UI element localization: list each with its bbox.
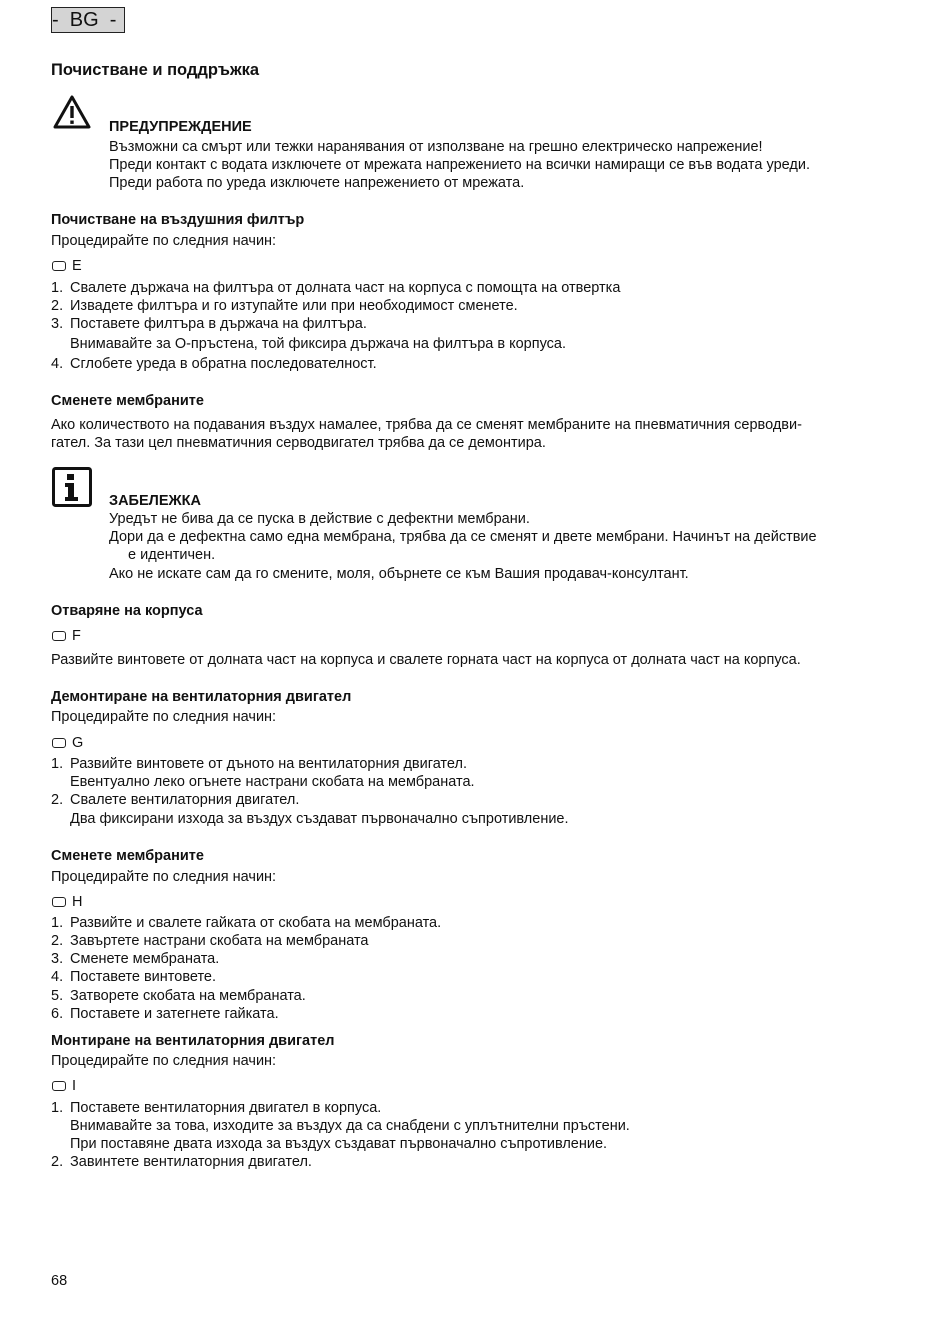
membranes-heading: Сменете мембраните (51, 393, 204, 409)
filter-step-3: 3. Поставете филтъра в държача на филтъра. (51, 316, 367, 332)
figure-ref-icon (52, 1081, 66, 1091)
figure-ref-icon (52, 897, 66, 907)
note-line-3: е идентичен. (128, 547, 216, 563)
warning-line-1: Възможни са смърт или тежки наранявания от използване на грешно електрическо напрежение! (109, 139, 763, 155)
mount-step-1-note-2: При поставяне двата изхода за въздух създават първоначално съпротивление. (70, 1136, 608, 1152)
page-number: 68 (51, 1273, 68, 1289)
note-heading: ЗАБЕЛЕЖКА (109, 493, 201, 509)
dismount-step-1-note: Евентуално леко огънете настрани скобата на мембраната. (70, 774, 475, 790)
filter-step-1: 1. Свалете държача на филтъра от долната част на корпуса с помощта на отвертка (51, 280, 621, 296)
dismount-intro: Процедирайте по следния начин: (51, 709, 277, 725)
filter-intro: Процедирайте по следния начин: (51, 233, 277, 249)
dismount-step-1: 1. Развийте винтовете от дъното на вентилаторния двигател. (51, 756, 467, 772)
warning-icon (52, 94, 92, 130)
warning-line-3: Преди работа по уреда изключете напрежението от мрежата. (109, 175, 525, 191)
dismount-step-2: 2. Свалете вентилаторния двигател. (51, 792, 300, 808)
replace-step-3: 3. Сменете мембраната. (51, 951, 220, 967)
dismount-heading: Демонтиране на вентилаторния двигател (51, 689, 352, 705)
housing-text: Развийте винтовете от долната част на корпуса и свалете горната част на корпуса от долната част на корпуса. (51, 652, 801, 668)
replace-heading: Сменете мембраните (51, 848, 204, 864)
filter-step-3-note: Внимавайте за О-пръстена, той фиксира държача на филтъра в корпуса. (70, 336, 567, 352)
replace-figure-ref: H (52, 893, 82, 911)
warning-line-2: Преди контакт с водата изключете от мрежата напрежението на всички намиращи се във водата уреди. (109, 157, 810, 173)
figure-ref-icon (52, 261, 66, 271)
dismount-step-2-note: Два фиксирани изхода за въздух създават първоначално съпротивление. (70, 811, 569, 827)
mount-step-1-note-1: Внимавайте за това, изходите за въздух да са снабдени с уплътнителни пръстени. (70, 1118, 630, 1134)
replace-step-2: 2. Завъртете настрани скобата на мембраната (51, 933, 369, 949)
note-line-2: Дори да е дефектна само една мембрана, трябва да се сменят и двете мембрани. Начинът на действие (109, 529, 817, 545)
note-line-1: Уредът не бива да се пуска в действие с дефектни мембрани. (109, 511, 530, 527)
mount-intro: Процедирайте по следния начин: (51, 1053, 277, 1069)
replace-intro: Процедирайте по следния начин: (51, 869, 277, 885)
filter-step-2: 2. Извадете филтъра и го изтупайте или при необходимост сменете. (51, 298, 518, 314)
housing-heading: Отваряне на корпуса (51, 603, 203, 619)
filter-figure-ref: E (52, 257, 82, 275)
note-line-4: Ако не искате сам да го смените, моля, обърнете се към Вашия продавач-консултант. (109, 566, 689, 582)
language-tag: - BG - (51, 7, 125, 33)
membranes-text-1: Ако количеството на подавания въздух намалее, трябва да се сменят мембраните на пневматичния серводви- (51, 417, 802, 433)
info-icon (52, 467, 92, 507)
warning-heading: ПРЕДУПРЕЖДЕНИЕ (109, 119, 252, 135)
page-title: Почистване и поддръжка (51, 61, 260, 79)
mount-heading: Монтиране на вентилаторния двигател (51, 1033, 335, 1049)
mount-step-1: 1. Поставете вентилаторния двигател в корпуса. (51, 1100, 382, 1116)
replace-step-6: 6. Поставете и затегнете гайката. (51, 1006, 279, 1022)
filter-step-4: 4. Сглобете уреда в обратна последователност. (51, 356, 377, 372)
filter-heading: Почистване на въздушния филтър (51, 212, 305, 228)
membranes-text-2: гател. За тази цел пневматичния серводвигател трябва да се демонтира. (51, 435, 546, 451)
mount-figure-ref: I (52, 1077, 76, 1095)
replace-step-5: 5. Затворете скобата на мембраната. (51, 988, 306, 1004)
replace-step-1: 1. Развийте и свалете гайката от скобата на мембраната. (51, 915, 442, 931)
figure-ref-icon (52, 631, 66, 641)
mount-step-2: 2. Завинтете вентилаторния двигател. (51, 1154, 312, 1170)
dismount-figure-ref: G (52, 734, 83, 752)
housing-figure-ref: F (52, 627, 81, 645)
figure-ref-icon (52, 738, 66, 748)
replace-step-4: 4. Поставете винтовете. (51, 969, 217, 985)
